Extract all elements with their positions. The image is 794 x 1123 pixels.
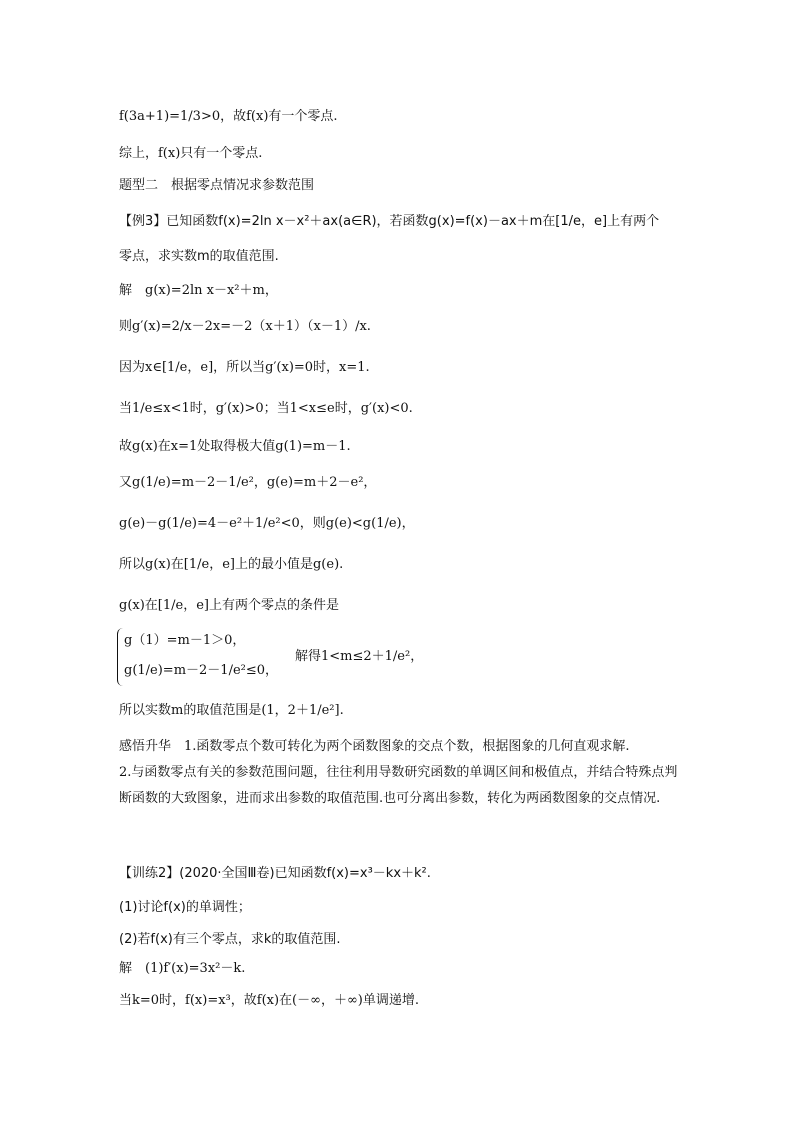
summary-point-1: 感悟升华 1.函数零点个数可转化为两个函数图象的交点个数，根据图象的几何直观求解.: [119, 739, 630, 754]
text-line: f(3a+1)=1/3>0，故f(x)有一个零点.: [119, 109, 338, 124]
training-solution-line: 当k=0时，f(x)=x³，故f(x)在(－∞，＋∞)单调递增.: [119, 993, 419, 1008]
solution-line: 解 g(x)=2ln x－x²＋m，: [119, 283, 278, 298]
system-result: 解得1<m≤2＋1/e²，: [295, 649, 424, 664]
summary-block: [119, 734, 679, 812]
solution-line: 又g(1/e)=m－2－1/e²，g(e)=m＋2－e²，: [119, 475, 377, 490]
solution-line: 因为x∈[1/e，e]，所以当g′(x)=0时，x=1.: [119, 360, 370, 375]
summary-point-2: 2.与函数零点有关的参数范围问题，往往利用导数研究函数的单调区间和极值点，并结合特殊点判断函数的大致图象，进而求出参数的取值范围.也可分离出参数，转化为两函数图象的交点情况.: [119, 765, 678, 806]
solution-line: g(e)－g(1/e)=4－e²＋1/e²<0，则g(e)<g(1/e)，: [119, 516, 415, 531]
section-heading: 题型二 根据零点情况求参数范围: [119, 178, 315, 193]
example-statement-cont: 零点，求实数m的取值范围.: [119, 249, 279, 264]
system-brace: [117, 628, 124, 686]
solution-line: 则g′(x)=2/x－2x=－2（x＋1）（x－1）/x.: [119, 319, 371, 334]
solution-line: 故g(x)在x=1处取得极大值g(1)=m－1.: [119, 439, 351, 454]
system-condition-2: g(1/e)=m－2－1/e²≤0，: [124, 663, 279, 678]
training-part-1: (1)讨论f(x)的单调性；: [119, 900, 251, 915]
example-statement: 【例3】已知函数f(x)=2ln x－x²＋ax(a∈R)，若函数g(x)=f(x)－ax＋m在[1/e，e]上有两个: [119, 214, 660, 229]
training-solution-line: 解 (1)f′(x)=3x²－k.: [119, 961, 246, 976]
text-line: 综上，f(x)只有一个零点.: [119, 146, 263, 161]
solution-conclusion: 所以实数m的取值范围是(1，2＋1/e²].: [119, 703, 344, 718]
system-condition-1: g（1）=m－1＞0，: [124, 633, 246, 648]
training-part-2: (2)若f(x)有三个零点，求k的取值范围.: [119, 932, 341, 947]
solution-line: 当1/e≤x<1时，g′(x)>0；当1<x≤e时，g′(x)<0.: [119, 401, 413, 416]
training-statement: 【训练2】(2020·全国Ⅲ卷)已知函数f(x)=x³－kx＋k².: [119, 866, 431, 881]
solution-line: 所以g(x)在[1/e，e]上的最小值是g(e).: [119, 557, 344, 572]
solution-line: g(x)在[1/e，e]上有两个零点的条件是: [119, 598, 339, 613]
